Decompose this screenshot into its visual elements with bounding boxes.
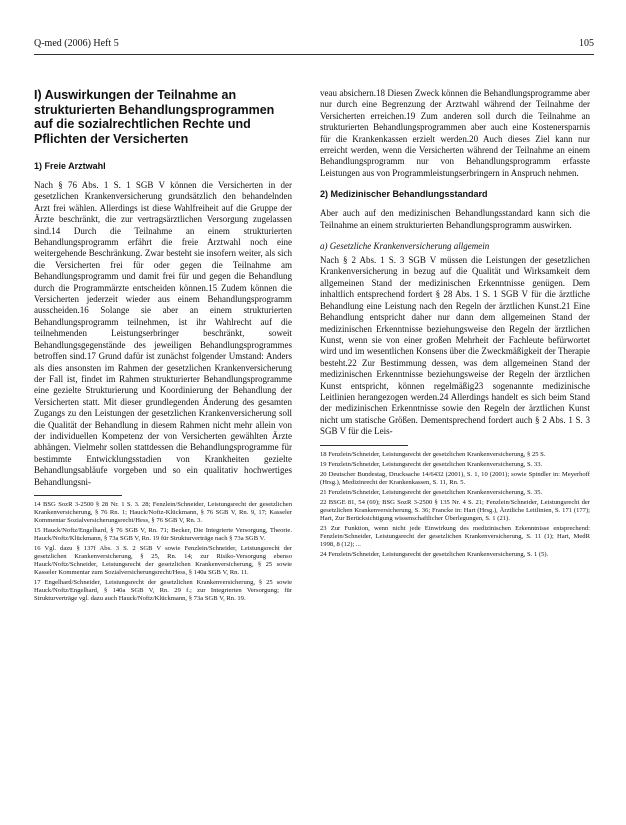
body-text: Nach § 2 Abs. 1 S. 3 SGB V müssen die Leistungen der gesetzlichen Krankenversicherung in bezug auf die Qualität und Wirksamkeit dem allgemeinen Stand der medizinischen Erkenntnisse genügen. Dem inhaltlich entsprechend fordert § 28 Abs. 1 S. 1 SGB V für die ärztliche Behandlung eine Leistung nach den Regeln der ärztlichen Kunst.21 Eine Behandlung entspricht daher nur dann dem allgemeinen Stand der medizinischen Erkenntnisse beziehungsweise den Regeln der ärztlichen Kunst, wenn sie von einer großen Mehrheit der Fachleute befürwortet wird und im wesentlichen Konsens über die Zweckmäßigkeit der Therapie besteht.22 Zur Bestimmung dessen, was dem allgemeinen Stand der medizinischen Erkenntnisse beziehungsweise der Regeln der ärztlichen Kunst entspricht, können regelmäßig23 sogenannte medizinische Leitlinien herangezogen werden.24 Allerdings handelt es sich beim Stand der medizinischen Erkenntnisse sowie den Regeln der ärztlichen Kunst nicht um statische Größen. Dementsprechend fordert auch § 2 Abs. 1 S. 3 SGB V für die Leis- [320,255,590,437]
footnote: 21 Fenzlein/Schneider, Leistungsrecht der gesetzlichen Krankenversicherung, S. 35. [320,488,543,496]
subsection-heading: 1) Freie Arztwahl [34,161,106,171]
left-column [34,88,292,605]
footnote: 24 Fenzlein/Schneider, Leistungsrecht der gesetzlichen Krankenversicherung, S. 1 (5). [320,550,549,558]
body-text: Aber auch auf den medizinischen Behandlungsstandard kann sich die Teilnahme an einem strukturierten Behandlungsprogramm auswirken. [320,208,590,230]
body-text: Nach § 76 Abs. 1 S. 1 SGB V können die Versicherten in der gesetzlichen Krankenversicherung grundsätzlich den behandelnden Arzt frei wählen. Allerdings ist diese Wahlfreiheit auf die Gruppe der Ärzte beschränkt, die zur vertragsärztlichen Versorgung zugelassen sind.14 Durch die Teilnahme an einem strukturierten Behandlungsprogramm erfährt die freie Arztwahl noch eine weitergehende Beschränkung. Zwar besteht sie insofern weiter, als sich die Versicherten frei für oder gegen die Teilnahme am Behandlungsprogramm und damit frei für und gegen die Behandlung durch die Programmärzte entscheiden können.15 Zudem können die Versicherten jederzeit wieder aus einem Behandlungsprogramm ausscheiden.16 Solange sie aber an einem strukturierten Behandlungsprogramm teilnehmen, ist ihr Wahlrecht auf die teilnehmenden Leistungserbringer beschränkt, soweit Behandlungsgegenstände des jeweiligen Behandlungsprogrammes betroffen sind.17 Grund dafür ist zunächst folgender Umstand: Anders als dies ansonsten im Rahmen der gesetzlichen Krankenversicherung der Fall ist, findet im Rahmen strukturierter Behandlungsprogramme eine gezielte Strukturierung und Koordinierung der Behandlung der Versicherten statt. Mit dieser grundlegenden Änderung des gesamten Zugangs zu den Leistungen der gesetzlichen Krankenversicherung soll die Qualität der Behandlung in diesem Rahmen nicht mehr allein von der individuellen Kompetenz der von Versicherten gewählten Ärzte abhängen. Vielmehr sollen stattdessen die Behandlungsprogramme für bestimmte Entwicklungsstadien von Krankheiten gezielte Behandlungsabläufe vorgeben und so ein qualitativ hochwertiges Behandlungsni- [34,180,292,487]
running-header [34,38,594,52]
body-text: veau absichern.18 Diesen Zweck können die Behandlungsprogramme aber nur durch eine Begrenzung der Arztwahl während der Teilnahme der Versicherten erreichen.19 Zum anderen soll durch die Teilnahme an strukturierten Behandlungsprogrammen aber auch eine Kostenersparnis für die Krankenkassen erzielt werden.20 Auch dieses Ziel kann nur erreicht werden, wenn die Versicherten während der Teilnahme an einem Behandlungsprogramm nur von Behandlungsprogramm erfasste Leistungen aus von Programmleistungserbringern in Anspruch nehmen. [320,88,590,178]
header-rule [34,54,594,55]
page-number: 105 [579,38,594,49]
subsection-heading-italic: a) Gesetzliche Krankenversicherung allgemein [320,241,490,252]
footnote: 15 Hauck/Noftz/Engelhard, § 76 SGB V, Rn. 71; Becker, Die Integrierte Versorgung, Theorie. Hauck/Noftz/Klückmann, § 73a SGB V, Rn. 19 für Strukturverträge nach § 73a SGB V. [34,526,292,542]
footnote: 22 BSGE 81, 54 (69); BSG SozR 3-2500 § 135 Nr. 4 S. 21; Fenzlein/Schneider, Leistungsrecht der gesetzlichen Krankenversicherung, S. 36; Francke in: Hart (Hrsg.), Ärztliche Leitlinien, S. 171 (177); Hart, Zur Berücksichtigung wissenschaftlicher Überlegungen, S. 1 (21). [320,498,590,522]
footnote: 18 Fenzlein/Schneider, Leistungsrecht der gesetzlichen Krankenversicherung, § 25 S. [320,450,546,458]
footnotes [34,501,292,603]
subsection-heading: 2) Medizinischer Behandlungsstandard [320,189,488,200]
footnotes [320,451,590,559]
footnote: 14 BSG SozR 3-2500 § 28 Nr. 1 S. 3. 28; Fenzlein/Schneider, Leistungsrecht der gesetzlichen Krankenversicherung, § 76 Rn. 1; Hauck/Noftz-Klückmann, § 76 SGB V, Rn. 9, 17; Kasseler Kommentar Sozialversicherungsrecht/Hess, § 76 SGB V, Rn. 3. [34,500,292,524]
section-heading: I) Auswirkungen der Teilnahme an strukturierten Behandlungsprogrammen auf die sozialrechtlichen Rechte und Pflichten der Versicherten [34,88,275,146]
journal-name: Q-med (2006) Heft 5 [34,38,119,49]
footnote: 17 Engelhard/Schneider, Leistungsrecht der gesetzlichen Krankenversicherung, § 25 sowie Hauck/Noftz/Engelhard, § 140a SGB V, Rn. 29 f.; zur Integrierten Versorgung; für Strukturverträge vgl. dazu auch Hauck/Noftz/Klückmann, § 73a SGB V, Rn. 19. [34,578,292,602]
footnote-separator [320,445,408,446]
footnote: 19 Fenzlein/Schneider, Leistungsrecht der gesetzlichen Krankenversicherung, S. 33. [320,460,543,468]
footnote-separator [34,495,122,496]
right-column [320,88,590,561]
footnote: 23 Zur Funktion, wenn nicht jede Einwirkung des medizinischen Erkenntnisse entsprechend: Fenzlein/Schneider, Leistungsrecht der gesetzlichen Krankenversicherung, S. 11 (1); Hart, MedR 1998, 8 (12); ... [320,524,590,548]
footnote: 20 Deutscher Bundestag, Drucksache 14/6432 (2001), S. 1, 10 (2001); sowie Spindler in: Meyerhoff (Hrsg.), Medizinrecht der Krankenkassen, S. 11, Rn. 5. [320,470,590,486]
footnote: 16 Vgl. dazu § 137f Abs. 3 S. 2 SGB V sowie Fenzlein/Schneider, Leistungsrecht der gesetzlichen Krankenversicherung, § 25, Rn. 14; zur Risiko-Versorgung ebenso Hauck/Noftz/Schneider, Leistungsrecht der gesetzlichen Krankenversicherung, § 25 sowie Kasseler Kommentar zum Sozialversicherungsrecht/Hess, § 140a SGB V, Rn. 11. [34,544,292,576]
